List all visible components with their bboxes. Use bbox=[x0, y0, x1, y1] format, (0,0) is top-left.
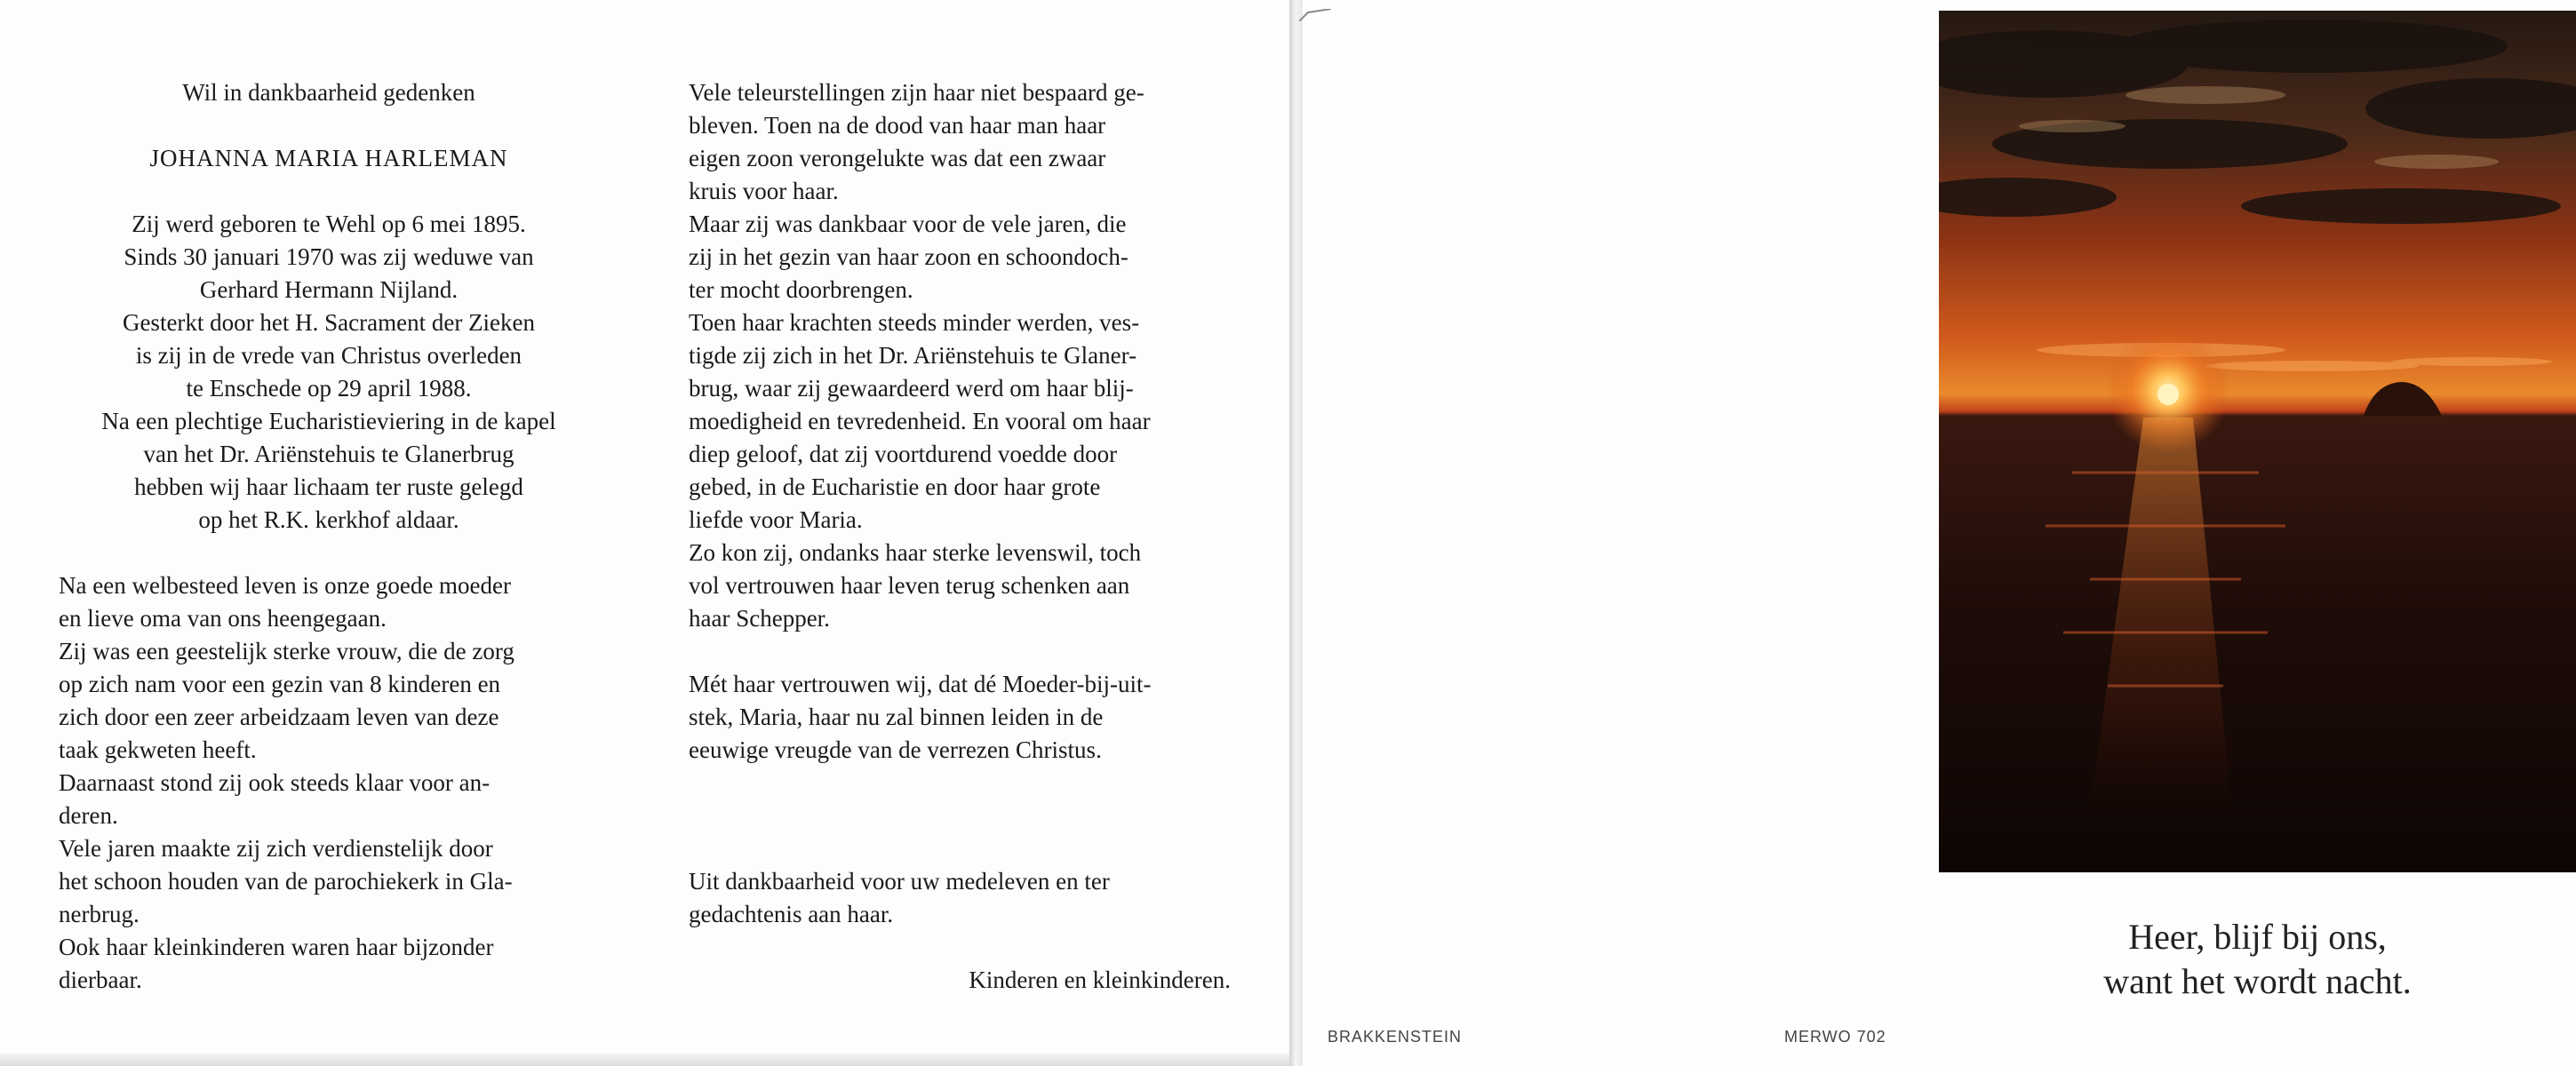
card-caption bbox=[1939, 915, 2576, 1004]
text-line: gebed, in de Eucharistie en door haar grote bbox=[689, 473, 1101, 500]
sunset-photo bbox=[1939, 11, 2576, 872]
text-line: op zich nam voor een gezin van 8 kinderen en bbox=[59, 671, 501, 697]
heading: Wil in dankbaarheid gedenken bbox=[182, 79, 475, 106]
text-line: diep geloof, dat zij voortdurend voedde door bbox=[689, 441, 1118, 467]
signature: Kinderen en kleinkinderen. bbox=[969, 967, 1231, 993]
text-line: liefde voor Maria. bbox=[689, 506, 863, 533]
text-line: Vele jaren maakte zij zich verdienstelijk door bbox=[59, 835, 493, 862]
memorial-paragraph bbox=[59, 569, 599, 997]
text-line: eigen zoon verongelukte was dat een zwaar bbox=[689, 145, 1106, 171]
text-line: nerbrug. bbox=[59, 901, 140, 927]
text-line: en lieve oma van ons heengegaan. bbox=[59, 605, 387, 632]
text-line: gedachtenis aan haar. bbox=[689, 901, 894, 927]
text-line: vol vertrouwen haar leven terug schenken aan bbox=[689, 572, 1130, 599]
text-line: haar Schepper. bbox=[689, 605, 830, 632]
text-line: Uit dankbaarheid voor uw medeleven en ter bbox=[689, 868, 1110, 895]
thanks-paragraph bbox=[689, 865, 1231, 931]
text-line: Ook haar kleinkinderen waren haar bijzonder bbox=[59, 934, 494, 960]
bio-line: op het R.K. kerkhof aldaar. bbox=[198, 506, 459, 533]
corner-crease bbox=[1299, 9, 1331, 21]
sunset-over-sea-image bbox=[1939, 11, 2576, 872]
text-line: Zij was een geestelijk sterke vrouw, die de zorg bbox=[59, 638, 514, 664]
text-line: kruis voor haar. bbox=[689, 178, 839, 204]
text-line: tigde zij zich in het Dr. Ariënstehuis te Glaner- bbox=[689, 342, 1137, 369]
text-line: eeuwige vreugde van de verrezen Christus. bbox=[689, 736, 1102, 763]
text-line: moedigheid en tevredenheid. En vooral om haar bbox=[689, 408, 1151, 434]
text-line: stek, Maria, haar nu zal binnen leiden in de bbox=[689, 704, 1104, 730]
text-line: Daarnaast stond zij ook steeds klaar voor an- bbox=[59, 769, 490, 796]
bio-line: is zij in de vrede van Christus overleden bbox=[135, 342, 522, 369]
text-line: zij in het gezin van haar zoon en schoondoch- bbox=[689, 243, 1128, 270]
caption-line: want het wordt nacht. bbox=[2103, 961, 2412, 1001]
text-line: zich door een zeer arbeidzaam leven van deze bbox=[59, 704, 499, 730]
product-code: MERWO 702 bbox=[1784, 1028, 1886, 1046]
text-line: dierbaar. bbox=[59, 967, 142, 993]
publisher-imprint: BRAKKENSTEIN bbox=[1328, 1028, 1463, 1046]
bio-line: te Enschede op 29 april 1988. bbox=[186, 375, 472, 402]
bio-line: Gerhard Hermann Nijland. bbox=[199, 276, 459, 303]
bio-line: Sinds 30 januari 1970 was zij weduwe van bbox=[124, 243, 534, 270]
text-line: Na een welbesteed leven is onze goede moeder bbox=[59, 572, 512, 599]
bio-line: van het Dr. Ariënstehuis te Glanerbrug bbox=[143, 441, 514, 467]
text-line: Zo kon zij, ondanks haar sterke levenswil, toch bbox=[689, 539, 1142, 566]
caption-line: Heer, blijf bij ons, bbox=[2128, 917, 2387, 957]
memorial-paragraph bbox=[689, 76, 1231, 635]
text-line: Vele teleurstellingen zijn haar niet bespaard ge- bbox=[689, 79, 1144, 106]
text-line: taak gekweten heeft. bbox=[59, 736, 257, 763]
bio-line: Zij werd geboren te Wehl op 6 mei 1895. bbox=[132, 211, 526, 237]
bio-line: hebben wij haar lichaam ter ruste gelegd bbox=[134, 473, 523, 500]
bio-line: Gesterkt door het H. Sacrament der Zieken bbox=[122, 309, 536, 336]
column-1 bbox=[59, 76, 599, 997]
text-line: Mét haar vertrouwen wij, dat dé Moeder-bij-uit- bbox=[689, 671, 1152, 697]
text-line: het schoon houden van de parochiekerk in Gla- bbox=[59, 868, 513, 895]
column-2 bbox=[689, 76, 1231, 997]
text-line: Toen haar krachten steeds minder werden, ves- bbox=[689, 309, 1140, 336]
text-line: bleven. Toen na de dood van haar man haar bbox=[689, 112, 1106, 139]
text-line: ter mocht doorbrengen. bbox=[689, 276, 913, 303]
deceased-name: JOHANNA MARIA HARLEMAN bbox=[149, 145, 508, 171]
fold-gutter bbox=[1290, 0, 1303, 1066]
text-line: Maar zij was dankbaar voor de vele jaren, die bbox=[689, 211, 1127, 237]
text-line: deren. bbox=[59, 802, 118, 829]
bio-line: Na een plechtige Eucharistieviering in de kapel bbox=[101, 408, 556, 434]
faith-paragraph bbox=[689, 668, 1231, 767]
text-line: brug, waar zij gewaardeerd werd om haar blij- bbox=[689, 375, 1134, 402]
